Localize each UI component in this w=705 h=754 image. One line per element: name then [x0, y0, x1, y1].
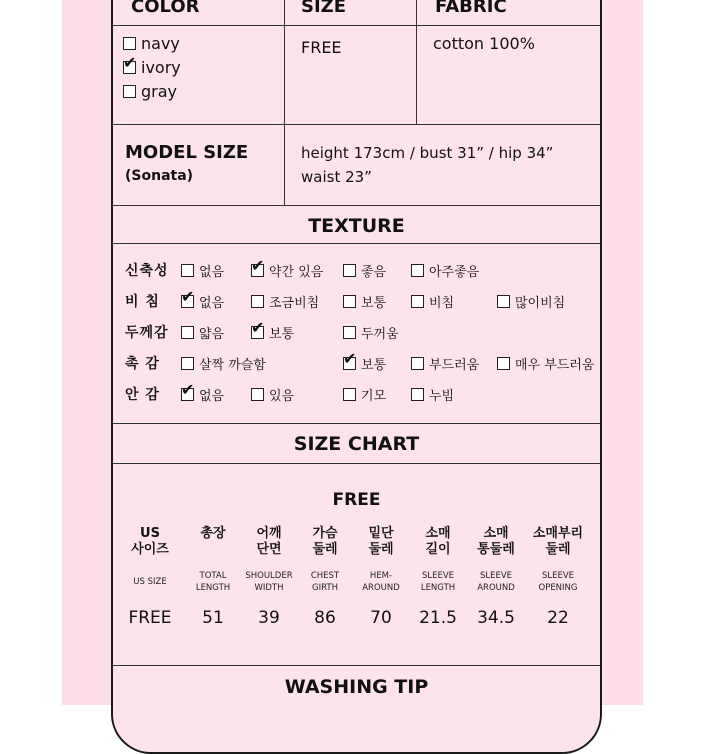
texture-option[interactable]	[251, 292, 319, 311]
checkbox[interactable]	[181, 357, 194, 370]
texture-option-label: 약간 있음	[269, 265, 324, 280]
divider-size-chart-body	[113, 463, 600, 464]
size-col-header-ko: 밑단 둘레	[368, 526, 394, 557]
texture-option-label: 매우 부드러움	[515, 358, 595, 373]
texture-row-label: 두께감	[125, 325, 169, 341]
texture-option-label: 없음	[199, 296, 225, 311]
checkbox-checked[interactable]	[181, 287, 195, 308]
size-col-header-en: SLEEVE LENGTH	[420, 571, 456, 593]
checkbox-checked[interactable]	[251, 256, 265, 277]
checkbox-checked[interactable]	[343, 349, 357, 370]
size-col-value: 39	[258, 608, 280, 628]
model-size-title: MODEL SIZE	[125, 142, 249, 163]
checkmark-icon: ✔	[343, 349, 357, 368]
texture-option-label: 보통	[361, 296, 387, 311]
size-col-header-en: CHEST GIRTH	[310, 571, 340, 593]
fabric-value: cotton 100%	[433, 34, 535, 53]
checkbox[interactable]	[343, 388, 356, 401]
size-col-value: 34.5	[477, 608, 515, 628]
checkmark-icon: ✔	[181, 287, 195, 306]
checkbox-checked[interactable]	[251, 318, 265, 339]
texture-option[interactable]	[343, 261, 386, 280]
checkbox[interactable]	[411, 357, 424, 370]
checkbox[interactable]	[343, 295, 356, 308]
divider-texture	[113, 205, 600, 206]
texture-option[interactable]	[411, 292, 454, 311]
size-col-value: 86	[314, 608, 336, 628]
size-col-header-en: HEM- AROUND	[362, 571, 400, 593]
texture-option[interactable]	[181, 287, 225, 311]
model-measure-line1: height 173cm / bust 31” / hip 34”	[301, 144, 554, 162]
size-col-header-en: US SIZE	[133, 577, 167, 587]
texture-option[interactable]	[343, 349, 387, 373]
texture-option[interactable]	[411, 385, 454, 404]
texture-title: TEXTURE	[308, 215, 405, 237]
divider-header	[113, 25, 600, 26]
color-option-ivory[interactable]	[123, 53, 181, 77]
checkmark-icon: ✔	[251, 318, 265, 337]
size-title: SIZE	[301, 0, 347, 17]
texture-option[interactable]	[181, 354, 266, 373]
texture-option[interactable]	[181, 261, 224, 280]
texture-option[interactable]	[343, 323, 399, 342]
size-col-value: FREE	[128, 608, 172, 628]
texture-option-label: 있음	[269, 389, 295, 404]
texture-option-label: 없음	[199, 389, 225, 404]
texture-option-label: 아주좋음	[429, 265, 480, 280]
texture-option-label: 얇음	[199, 327, 225, 342]
texture-option[interactable]	[181, 323, 224, 342]
color-option-navy[interactable]	[123, 34, 180, 53]
size-col-header-ko: 소매 통둘레	[477, 526, 515, 557]
texture-row-label: 신축성	[125, 263, 169, 279]
checkbox[interactable]	[343, 264, 356, 277]
size-col-value: 22	[547, 608, 569, 628]
texture-option-label: 살짝 까슬함	[199, 358, 266, 373]
divider-model	[113, 124, 600, 125]
divider-col-2	[416, 0, 417, 124]
size-col-header-en: TOTAL LENGTH	[195, 571, 231, 593]
checkmark-icon: ✔	[251, 256, 265, 275]
checkbox[interactable]	[181, 264, 194, 277]
texture-row-label: 안 감	[125, 387, 160, 403]
texture-option[interactable]	[497, 354, 594, 373]
color-option-label: gray	[141, 82, 178, 101]
texture-option[interactable]	[343, 385, 386, 404]
size-col-value: 21.5	[419, 608, 457, 628]
texture-option[interactable]	[251, 256, 324, 280]
checkbox[interactable]	[123, 85, 136, 98]
texture-option-label: 누빔	[429, 389, 455, 404]
checkbox[interactable]	[251, 388, 264, 401]
texture-row-label: 비 침	[125, 294, 160, 310]
washing-tip-title: WASHING TIP	[284, 676, 429, 698]
size-col-header-ko: 소매부리 둘레	[532, 526, 584, 557]
checkmark-icon: ✔	[181, 380, 195, 399]
size-col-header-ko: 총장	[200, 526, 226, 541]
checkbox[interactable]	[497, 295, 510, 308]
texture-option[interactable]	[251, 318, 295, 342]
checkbox[interactable]	[343, 326, 356, 339]
texture-option[interactable]	[411, 354, 479, 373]
size-col-header-ko: 소매 길이	[425, 526, 451, 557]
color-option-gray[interactable]	[123, 82, 177, 101]
checkbox[interactable]	[411, 388, 424, 401]
texture-option-label: 조금비침	[269, 296, 320, 311]
model-measure-line2: waist 23”	[301, 168, 372, 186]
checkbox[interactable]	[411, 295, 424, 308]
size-col-header-ko: 가슴 둘레	[312, 526, 338, 557]
fabric-title: FABRIC	[435, 0, 507, 17]
texture-option-label: 없음	[199, 265, 225, 280]
checkbox[interactable]	[411, 264, 424, 277]
checkbox-checked[interactable]	[123, 53, 137, 74]
size-col-value: 70	[370, 608, 392, 628]
texture-option-label: 부드러움	[429, 358, 480, 373]
checkbox[interactable]	[181, 326, 194, 339]
texture-option-label: 보통	[361, 358, 387, 373]
divider-washing	[113, 665, 600, 666]
size-col-value: 51	[202, 608, 224, 628]
size-col-header-ko: 어깨 단면	[256, 526, 282, 557]
checkbox-checked[interactable]	[181, 380, 195, 401]
color-option-label: navy	[141, 34, 180, 53]
size-chart-subtitle: FREE	[332, 490, 381, 510]
texture-option-label: 보통	[269, 327, 295, 342]
texture-option[interactable]	[343, 292, 386, 311]
texture-option-label: 많이비침	[515, 296, 566, 311]
divider-col-1	[284, 0, 285, 205]
product-info-card	[111, 0, 602, 754]
texture-option-label: 기모	[361, 389, 387, 404]
texture-option[interactable]	[251, 385, 294, 404]
checkmark-icon: ✔	[123, 53, 137, 72]
size-col-header-en: SLEEVE AROUND	[477, 571, 515, 593]
size-col-header-ko: US 사이즈	[131, 526, 169, 557]
divider-texture-body	[113, 243, 600, 244]
checkbox[interactable]	[497, 357, 510, 370]
texture-option[interactable]	[181, 380, 225, 404]
size-col-header-en: SLEEVE OPENING	[538, 571, 578, 593]
checkbox[interactable]	[123, 37, 136, 50]
texture-row-label: 촉 감	[125, 356, 160, 372]
model-name: (Sonata)	[125, 168, 194, 184]
color-title: COLOR	[131, 0, 200, 17]
texture-option-label: 비침	[429, 296, 455, 311]
texture-option[interactable]	[497, 292, 565, 311]
size-value: FREE	[301, 38, 342, 57]
texture-option[interactable]	[411, 261, 479, 280]
checkbox[interactable]	[251, 295, 264, 308]
texture-option-label: 좋음	[361, 265, 387, 280]
color-option-label: ivory	[141, 58, 181, 77]
size-col-header-en: SHOULDER WIDTH	[245, 571, 293, 593]
size-chart-title: SIZE CHART	[293, 433, 420, 455]
texture-option-label: 두꺼움	[361, 327, 399, 342]
divider-size-chart	[113, 423, 600, 424]
